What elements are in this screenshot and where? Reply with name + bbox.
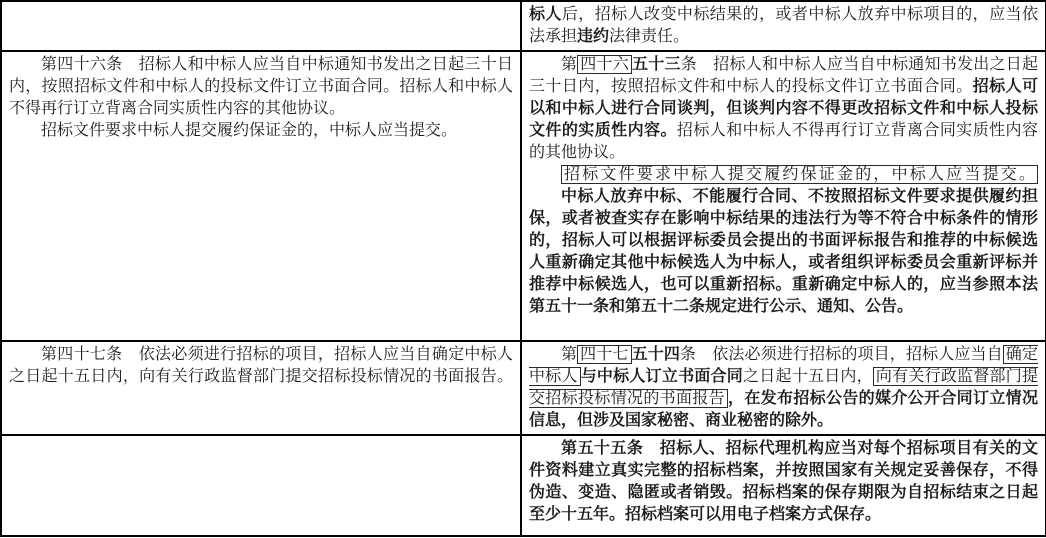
text-run-normal: 第 xyxy=(561,56,578,73)
text-run-bold: 五十三 xyxy=(632,56,681,73)
text-run-boxed: 确定中标人 xyxy=(529,346,1038,385)
revised-law-cell-row-3 xyxy=(521,341,1046,435)
text-run-bold: ，在发布招标公告的媒介公开合同订立情况信息，但涉及国家秘密、商业秘密的除外。 xyxy=(529,390,1038,429)
text-run-bold: 招标人可以和中标人进行合同谈判，但谈判内容不得更改招标文件和中标人投标文件的实质性内容。 xyxy=(529,78,1038,139)
text-run-boxed: 四十七 xyxy=(577,345,631,364)
table-row xyxy=(1,341,1046,435)
text-run-boxed: 向有关行政监督部门提交招标投标情况的书面报告 xyxy=(529,368,1038,407)
paragraph xyxy=(529,4,1038,48)
text-run-bold: 中标人放弃中标、不能履行合同、不按照招标文件要求提供履约担保，或者被查实存在影响中标结果的违法行为等不符合中标条件的情形的，招标人可以根据评标委员会提出的书面评标报告和推荐的中标候选人重新确定其他中标候选人为中标人，或者组织评标委员会重新评标并推荐中标候选人，也可以重新招标。重新确定中标人的，应当参照本法第五十一条和第五十二条规定进行公示、通知、公告。 xyxy=(529,188,1038,315)
text-run-bold: 违约 xyxy=(577,28,610,45)
paragraph xyxy=(529,344,1038,432)
old-law-cell-row-4 xyxy=(1,435,521,536)
old-law-cell-row-3 xyxy=(1,341,521,435)
text-run-bold: 五十四 xyxy=(631,346,680,363)
text-run-normal: 条 招标人和中标人应当自中标通知书发出之日起三十日内，按照招标文件和中标人的投标文件订立书面合同。 xyxy=(529,56,1038,95)
text-run-normal: 后，招标人改变中标结果的，或者中标人放弃中标项目的，应当依法承担 xyxy=(529,6,1038,45)
text-run-normal: 招标文件要求中标人提交履约保证金的，中标人应当提交。 xyxy=(41,122,458,139)
revised-law-cell-row-4 xyxy=(521,435,1046,536)
paragraph xyxy=(9,344,513,388)
text-run-bold: 与中标人订立书面合同 xyxy=(580,368,744,385)
text-run-bold: 第五十五条 招标人、招标代理机构应当对每个招标项目有关的文件资料建立真实完整的招标档案，并按照国家有关规定妥善保存，不得伪造、变造、隐匿或者销毁。招标档案的保存期限为自招标结束之日起至少十五年。招标档案可以用电子档案方式保存。 xyxy=(529,440,1038,523)
text-run-normal: 招标人和中标人不得再行订立背离合同实质性内容的其他协议。 xyxy=(529,122,1038,161)
table-row xyxy=(1,435,1046,536)
paragraph xyxy=(529,164,1038,186)
old-law-cell-row-1 xyxy=(1,1,521,51)
text-run-normal: 第 xyxy=(561,346,578,363)
revised-law-cell-row-2 xyxy=(521,51,1046,341)
old-law-cell-row-2 xyxy=(1,51,521,341)
paragraph xyxy=(529,186,1038,318)
text-run-boxed: 招标文件要求中标人提交履约保证金的，中标人应当提交。 xyxy=(561,165,1038,184)
table-row xyxy=(1,1,1046,51)
table-row xyxy=(1,51,1046,341)
revised-law-cell-row-1 xyxy=(521,1,1046,51)
text-run-boxed: 四十六 xyxy=(577,55,632,74)
paragraph xyxy=(529,54,1038,164)
paragraph xyxy=(529,438,1038,526)
paragraph xyxy=(9,54,513,120)
text-run-normal: 条 依法必须进行招标的项目，招标人应当自 xyxy=(679,346,1003,363)
text-run-normal: 法律责任。 xyxy=(609,28,690,45)
paragraph xyxy=(9,120,513,142)
text-run-normal: 第四十六条 招标人和中标人应当自中标通知书发出之日起三十日内，按照招标文件和中标人的投标文件订立书面合同。招标人和中标人不得再行订立背离合同实质性内容的其他协议。 xyxy=(9,56,513,117)
text-run-normal: 第四十七条 依法必须进行招标的项目，招标人应当自确定中标人之日起十五日内，向有关行政监督部门提交招标投标情况的书面报告。 xyxy=(9,346,513,385)
text-run-normal: 之日起十五日内， xyxy=(743,368,873,385)
text-run-bold: 标人 xyxy=(529,6,562,23)
